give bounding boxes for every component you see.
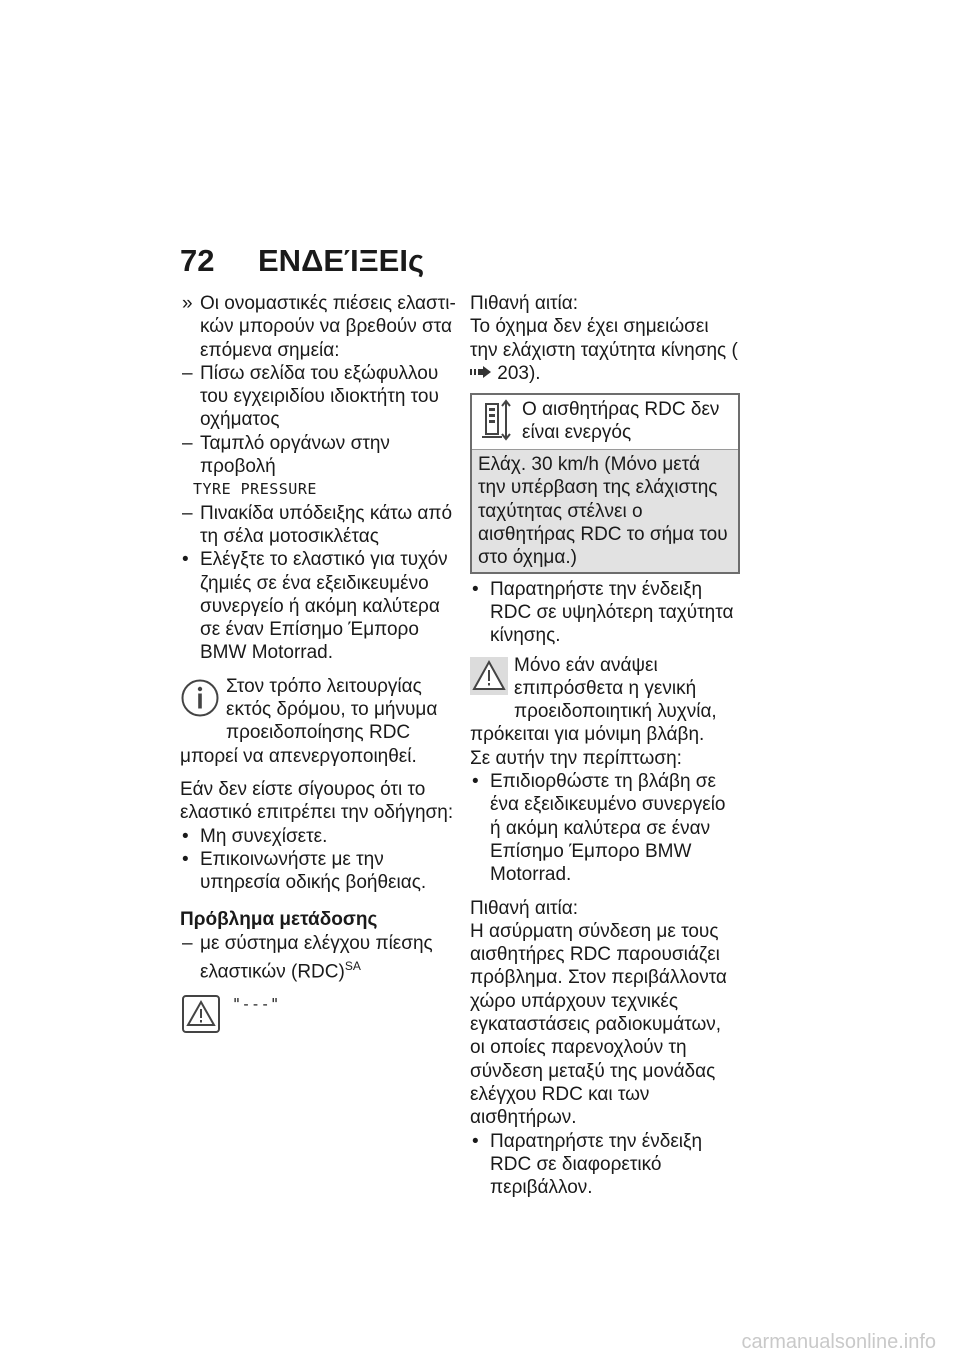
cause-label: Πιθανή αιτία: xyxy=(470,293,579,314)
rdc-status-text: Ο αισθητήρας RDC δεν είναι ενεργός xyxy=(522,399,720,444)
system-condition: – με σύστημα ελέγχου πίεσης ελαστικών (RDC)$^{SA}$ xyxy=(182,932,433,983)
cause-label: Πιθανή αιτία: xyxy=(470,897,579,919)
place-item: – Πινακίδα υπόδειξης κάτω από τη σέλα μοτοσικλέτας xyxy=(182,502,453,547)
list-item: • Επικοινωνήστε με την υπηρεσία οδικής βοήθειας. xyxy=(182,848,427,894)
display-dashes: "---" xyxy=(232,994,280,1013)
page-header xyxy=(180,243,424,279)
cause-paragraph: Η ασύρματη σύνδεση με τους αισθητήρες RDC παρουσιάζει πρόβλημα. Στον περιβάλλοντα χώρο υπάρχουν τεχνικές εγκαταστάσεις ραδιοκυμάτων, οι οποίες παρενοχλούν τη σύνδεση μεταξύ της μονάδας ελέγχου RDC και των αισθητήρων. xyxy=(470,920,727,1129)
cause-paragraph: Το όχημα δεν έχει σημειώσει την ελάχιστη ταχύτητα κίνησης ( 203). xyxy=(470,316,738,384)
intro-marker: » xyxy=(182,293,193,314)
in-this-case: Σε αυτήν την περίπτωση: xyxy=(470,747,682,769)
warning-icon xyxy=(182,995,220,1033)
observe-bullet: • Παρατηρήστε την ένδειξη RDC σε υψηλότερη ταχύτητα κίνησης. xyxy=(472,578,734,647)
info-icon xyxy=(180,678,220,724)
display-indicator xyxy=(180,992,462,1016)
page-number: 72 xyxy=(180,243,215,278)
place-item: – Πίσω σελίδα του εξώφυλλου του εγχειριδίου ιδιοκτήτη του οχήματος xyxy=(182,362,439,431)
place-item: – Ταμπλό οργάνων στην προβολή xyxy=(182,432,390,478)
unsure-paragraph: Εάν δεν είστε σίγουρος ότι το ελαστικό επιτρέπει την οδήγηση: xyxy=(180,778,454,824)
rdc-status-detail: Ελάχ. 30 km/h (Μόνο μετά την υπέρβαση της ελάχιστης ταχύτητας στέλνει ο αισθητήρας RDC το σήμα του στο όχημα.) xyxy=(472,449,738,571)
page-reference-arrow-icon xyxy=(470,362,492,385)
tyre-pressure-view-label: TYRE PRESSURE xyxy=(193,480,317,499)
page-title: ΕΝΔΕΊΞΕΙς xyxy=(258,243,425,278)
observe-bullet: • Παρατηρήστε την ένδειξη RDC σε διαφορετικό περιβάλλον. xyxy=(472,1130,703,1199)
info-note: Στον τρόπο λειτουργίας εκτός δρόμου, το μήνυμα προειδοποίησης RDC μπορεί να απενεργοποιηθεί. xyxy=(180,675,438,767)
section-title: Πρόβλημα μετάδοσης xyxy=(180,909,378,931)
check-bullet: • Ελέγξτε το ελαστικό για τυχόν ζημιές σε ένα εξειδικευμένο συνεργείο ή ακόμη καλύτερα σε έναν Επίσημο Έμπορο BMW Motorrad. xyxy=(182,549,448,664)
fix-bullet: • Επιδιορθώστε τη βλάβη σε ένα εξειδικευμένο συνεργείο ή ακόμη καλύτερα σε έναν Επίσημο Έμπορο BMW Motorrad. xyxy=(472,771,726,886)
tyre-sensor-icon xyxy=(478,398,512,446)
rdc-status-box xyxy=(470,393,740,573)
right-column xyxy=(470,292,740,1199)
list-item: • Μη συνεχίσετε. xyxy=(182,825,328,847)
sa-superscript: SA xyxy=(344,959,361,974)
intro-paragraph: » Οι ονομαστικές πιέσεις ελαστικών μπορούν να βρεθούν στα επόμενα σημεία: xyxy=(182,293,456,361)
warning-light-icon xyxy=(470,657,508,701)
rdc-status-header xyxy=(472,395,738,449)
left-column xyxy=(180,292,462,1033)
warning-note: Μόνο εάν ανάψει επιπρόσθετα η γενική προειδοποιητική λυχνία, πρόκειται για μόνιμη βλάβη. xyxy=(470,654,717,746)
watermark: carmanualsonline.info xyxy=(741,1331,936,1353)
